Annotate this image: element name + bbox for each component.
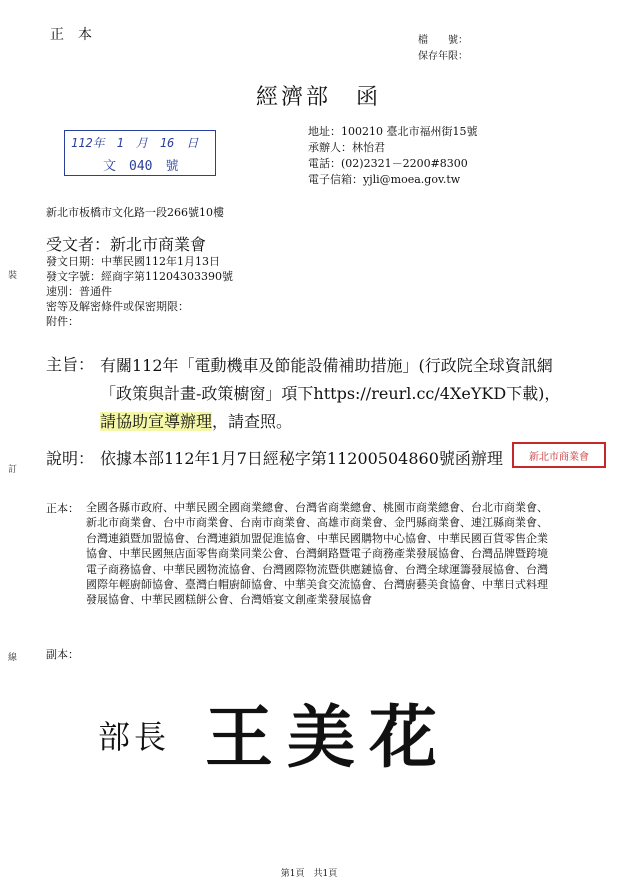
secrecy: 密等及解密條件或保密期限： — [46, 300, 189, 313]
margin-mark-staple: 訂 — [8, 465, 18, 475]
subject-text — [100, 352, 570, 436]
contact-phone: 電話：(02)2321－2200#8300 — [308, 157, 468, 170]
margin-mark-line: 線 — [8, 653, 18, 663]
receipt-stamp — [64, 130, 216, 176]
contact-officer: 承辦人：林怡君 — [308, 141, 385, 154]
copy-label: 副本： — [46, 648, 79, 661]
speed: 速別：普通件 — [46, 285, 112, 298]
receipt-date: 112年 1 月 16 日 — [71, 136, 199, 150]
cc-label: 正本： — [46, 502, 79, 515]
recipient: 受文者：新北市商業會 — [46, 235, 207, 254]
doc-type: 正本 — [50, 27, 106, 43]
explanation-text: 依據本部112年1月7日經秘字第11200504860號函辦理 — [100, 449, 503, 468]
subject-label: 主旨： — [46, 355, 95, 374]
signature-name: 王美花 — [205, 698, 452, 778]
archive-info — [418, 33, 468, 65]
meta-block — [46, 254, 233, 329]
page-footer: 第1頁 共1頁 — [280, 869, 338, 879]
contact-email: 電子信箱：yjli@moea.gov.tw — [308, 173, 461, 186]
issue-date: 發文日期：中華民國112年1月13日 — [46, 255, 220, 268]
subject-highlight: 請協助宣導辦理 — [100, 412, 213, 431]
receipt-seal: 新北市商業會 — [512, 442, 606, 468]
attachment: 附件： — [46, 315, 79, 328]
recipient-address: 新北市板橋市文化路一段266號10樓 — [46, 206, 224, 219]
receipt-number: 文 040 號 — [103, 159, 179, 174]
subject-text-2: ，請查照。 — [212, 412, 293, 431]
cc-list: 全國各縣市政府、中華民國全國商業總會、台灣省商業總會、桃園市商業總會、台北市商業會、新北市商業會、台中市商業會、台南市商業會、高雄市商業會、金門縣商業會、連江縣商業會、台灣連鎖暨加盟協會、台灣連鎖加盟促進協會、中華民國購物中心協會、中華民國百貨零售企業協會、中華民國無店面零售商業同業公會、台灣網路暨電子商務產業發展協會、台灣品牌暨跨境電子商務協會、中華民國物流協會、台灣國際物流暨供應鏈協會、台灣全球運籌發展協會、台灣國際年輕廚師協會、臺灣白帽廚師協會、中華美食交流協會、台灣廚藝美食協會、中華日式料理發展協會、中華民國糕餅公會、台灣婚宴文創產業發展協會 — [86, 501, 548, 607]
margin-mark-bind: 裝 — [8, 271, 18, 281]
page-title: 經濟部 函 — [256, 85, 382, 110]
subject-text-1: 有關112年「電動機車及節能設備補助措施」(行政院全球資訊網「政策與計畫-政策櫥窗」項下https://reurl.cc/4XeYKD下載)， — [100, 356, 561, 403]
retention-label: 保存年限： — [418, 51, 468, 62]
contact-block — [308, 124, 477, 188]
archive-no-label: 檔 號： — [418, 35, 468, 46]
contact-address: 地址：100210 臺北市福州街15號 — [308, 125, 478, 138]
explanation-label: 說明： — [46, 449, 95, 468]
issue-number: 發文字號：經商字第11204303390號 — [46, 270, 233, 283]
signature-title: 部長 — [98, 718, 171, 756]
